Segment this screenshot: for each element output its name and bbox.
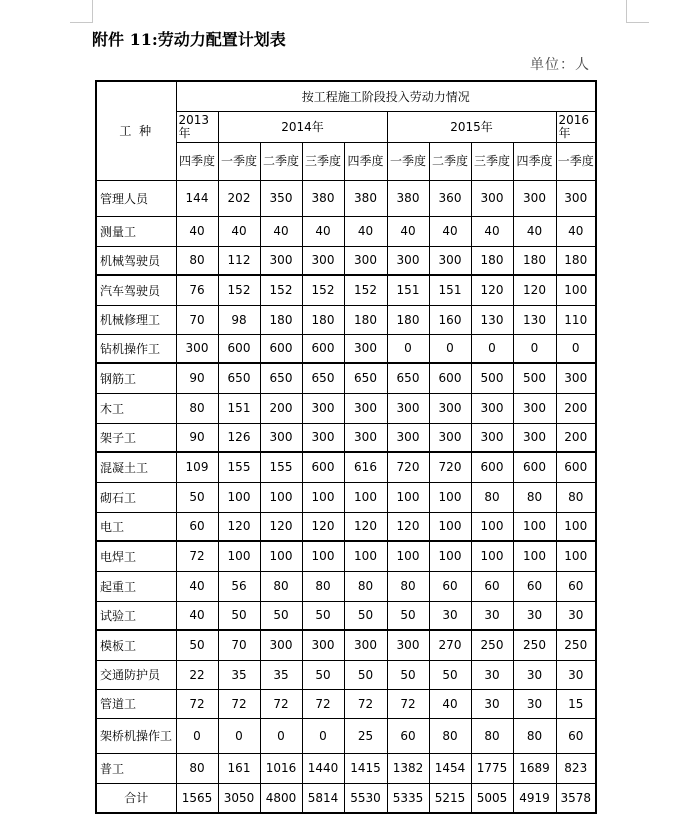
value-cell: 40	[344, 216, 387, 246]
trade-name-cell: 交通防护员	[96, 660, 176, 689]
value-cell: 0	[260, 718, 302, 753]
value-cell: 30	[471, 689, 513, 718]
value-cell: 120	[471, 275, 513, 305]
value-cell: 72	[302, 689, 344, 718]
value-cell: 100	[260, 541, 302, 571]
value-cell: 0	[513, 334, 556, 363]
value-cell: 300	[387, 393, 429, 423]
value-cell: 152	[302, 275, 344, 305]
labor-allocation-table	[95, 80, 597, 814]
value-cell: 30	[556, 601, 596, 630]
table-row	[96, 571, 596, 601]
total-label-cell: 合计	[96, 783, 176, 813]
value-cell: 720	[387, 452, 429, 482]
value-cell: 80	[176, 393, 218, 423]
value-cell: 180	[260, 305, 302, 334]
value-cell: 250	[513, 630, 556, 660]
value-cell: 1382	[387, 753, 429, 783]
value-cell: 300	[302, 246, 344, 275]
value-cell: 50	[176, 482, 218, 512]
trade-name-cell: 起重工	[96, 571, 176, 601]
table-row	[96, 452, 596, 482]
value-cell: 300	[260, 630, 302, 660]
value-cell: 600	[471, 452, 513, 482]
value-cell: 60	[429, 571, 471, 601]
value-cell: 202	[218, 180, 260, 216]
value-cell: 120	[260, 512, 302, 541]
value-cell: 300	[471, 180, 513, 216]
value-cell: 600	[513, 452, 556, 482]
value-cell: 650	[344, 363, 387, 393]
value-cell: 80	[387, 571, 429, 601]
quarter-header-cell: 四季度	[176, 142, 218, 180]
type-header-cell: 工 种	[96, 81, 176, 180]
value-cell: 100	[218, 541, 260, 571]
value-cell: 35	[260, 660, 302, 689]
value-cell: 720	[429, 452, 471, 482]
trade-name-cell: 混凝土工	[96, 452, 176, 482]
group-header-cell: 按工程施工阶段投入劳动力情况	[176, 81, 596, 111]
value-cell: 0	[302, 718, 344, 753]
value-cell: 1415	[344, 753, 387, 783]
value-cell: 50	[387, 660, 429, 689]
value-cell: 50	[387, 601, 429, 630]
crop-mark-top-left	[70, 0, 93, 23]
value-cell: 300	[513, 423, 556, 452]
value-cell: 300	[302, 393, 344, 423]
quarter-header-cell: 二季度	[260, 142, 302, 180]
value-cell: 100	[302, 482, 344, 512]
trade-name-cell: 钻机操作工	[96, 334, 176, 363]
value-cell: 600	[302, 452, 344, 482]
value-cell: 40	[513, 216, 556, 246]
value-cell: 180	[302, 305, 344, 334]
value-cell: 300	[302, 423, 344, 452]
value-cell: 100	[344, 541, 387, 571]
trade-name-cell: 管道工	[96, 689, 176, 718]
value-cell: 600	[429, 363, 471, 393]
table-row	[96, 423, 596, 452]
value-cell: 100	[513, 512, 556, 541]
table-row	[96, 334, 596, 363]
value-cell: 100	[429, 482, 471, 512]
value-cell: 100	[429, 541, 471, 571]
value-cell: 350	[260, 180, 302, 216]
value-cell: 80	[176, 246, 218, 275]
value-cell: 300	[176, 334, 218, 363]
value-cell: 50	[302, 601, 344, 630]
trade-name-cell: 机械驾驶员	[96, 246, 176, 275]
value-cell: 155	[260, 452, 302, 482]
value-cell: 72	[344, 689, 387, 718]
value-cell: 300	[302, 630, 344, 660]
value-cell: 35	[218, 660, 260, 689]
value-cell: 40	[471, 216, 513, 246]
value-cell: 22	[176, 660, 218, 689]
value-cell: 60	[513, 571, 556, 601]
value-cell: 60	[556, 718, 596, 753]
value-cell: 30	[513, 660, 556, 689]
value-cell: 200	[260, 393, 302, 423]
value-cell: 300	[429, 423, 471, 452]
value-cell: 600	[302, 334, 344, 363]
table-row	[96, 689, 596, 718]
total-row	[96, 783, 596, 813]
value-cell: 300	[429, 246, 471, 275]
table-row	[96, 305, 596, 334]
value-cell: 80	[513, 482, 556, 512]
value-cell: 160	[429, 305, 471, 334]
total-value-cell: 5335	[387, 783, 429, 813]
value-cell: 300	[344, 630, 387, 660]
year-header-cell: 2015年	[387, 111, 556, 142]
value-cell: 0	[556, 334, 596, 363]
value-cell: 50	[344, 601, 387, 630]
quarter-header-cell: 一季度	[387, 142, 429, 180]
value-cell: 100	[471, 512, 513, 541]
crop-mark-top-right	[626, 0, 649, 23]
value-cell: 120	[218, 512, 260, 541]
value-cell: 100	[471, 541, 513, 571]
value-cell: 180	[344, 305, 387, 334]
total-value-cell: 5530	[344, 783, 387, 813]
table-row	[96, 753, 596, 783]
value-cell: 40	[387, 216, 429, 246]
value-cell: 112	[218, 246, 260, 275]
value-cell: 300	[556, 180, 596, 216]
table-row	[96, 246, 596, 275]
value-cell: 100	[556, 275, 596, 305]
value-cell: 151	[429, 275, 471, 305]
value-cell: 100	[302, 541, 344, 571]
value-cell: 70	[176, 305, 218, 334]
value-cell: 100	[429, 512, 471, 541]
value-cell: 60	[176, 512, 218, 541]
value-cell: 300	[513, 393, 556, 423]
value-cell: 100	[556, 541, 596, 571]
value-cell: 144	[176, 180, 218, 216]
value-cell: 72	[260, 689, 302, 718]
value-cell: 80	[471, 718, 513, 753]
table-row	[96, 363, 596, 393]
table-row	[96, 541, 596, 571]
trade-name-cell: 钢筋工	[96, 363, 176, 393]
value-cell: 50	[429, 660, 471, 689]
total-value-cell: 3050	[218, 783, 260, 813]
quarter-header-cell: 三季度	[471, 142, 513, 180]
table-row	[96, 601, 596, 630]
value-cell: 151	[218, 393, 260, 423]
table-row	[96, 660, 596, 689]
value-cell: 30	[556, 660, 596, 689]
total-value-cell: 5215	[429, 783, 471, 813]
value-cell: 650	[218, 363, 260, 393]
value-cell: 380	[387, 180, 429, 216]
unit-label: 单位：人	[530, 57, 590, 73]
value-cell: 1440	[302, 753, 344, 783]
value-cell: 152	[260, 275, 302, 305]
document-title: 附件 11:劳动力配置计划表	[92, 30, 286, 49]
value-cell: 300	[344, 423, 387, 452]
value-cell: 380	[344, 180, 387, 216]
value-cell: 600	[260, 334, 302, 363]
value-cell: 180	[387, 305, 429, 334]
value-cell: 80	[176, 753, 218, 783]
trade-name-cell: 电焊工	[96, 541, 176, 571]
value-cell: 300	[387, 630, 429, 660]
value-cell: 40	[302, 216, 344, 246]
value-cell: 90	[176, 363, 218, 393]
value-cell: 40	[260, 216, 302, 246]
value-cell: 1689	[513, 753, 556, 783]
value-cell: 161	[218, 753, 260, 783]
value-cell: 1775	[471, 753, 513, 783]
trade-name-cell: 测量工	[96, 216, 176, 246]
value-cell: 180	[513, 246, 556, 275]
value-cell: 823	[556, 753, 596, 783]
trade-name-cell: 电工	[96, 512, 176, 541]
value-cell: 50	[218, 601, 260, 630]
value-cell: 72	[176, 689, 218, 718]
quarter-header-cell: 一季度	[218, 142, 260, 180]
value-cell: 300	[556, 363, 596, 393]
value-cell: 70	[218, 630, 260, 660]
value-cell: 300	[260, 246, 302, 275]
quarter-header-cell: 四季度	[344, 142, 387, 180]
value-cell: 80	[556, 482, 596, 512]
value-cell: 300	[260, 423, 302, 452]
value-cell: 30	[471, 660, 513, 689]
value-cell: 130	[513, 305, 556, 334]
value-cell: 650	[387, 363, 429, 393]
value-cell: 616	[344, 452, 387, 482]
value-cell: 120	[513, 275, 556, 305]
table-row	[96, 393, 596, 423]
quarter-header-cell: 二季度	[429, 142, 471, 180]
value-cell: 80	[302, 571, 344, 601]
value-cell: 200	[556, 393, 596, 423]
value-cell: 250	[556, 630, 596, 660]
value-cell: 0	[471, 334, 513, 363]
table-row	[96, 482, 596, 512]
value-cell: 300	[344, 246, 387, 275]
value-cell: 60	[556, 571, 596, 601]
value-cell: 40	[176, 216, 218, 246]
table-row	[96, 216, 596, 246]
value-cell: 60	[471, 571, 513, 601]
value-cell: 100	[387, 482, 429, 512]
value-cell: 80	[344, 571, 387, 601]
value-cell: 180	[556, 246, 596, 275]
value-cell: 56	[218, 571, 260, 601]
value-cell: 300	[471, 423, 513, 452]
value-cell: 72	[387, 689, 429, 718]
value-cell: 0	[176, 718, 218, 753]
quarter-header-cell: 三季度	[302, 142, 344, 180]
year-header-cell: 2014年	[218, 111, 387, 142]
table-row	[96, 180, 596, 216]
value-cell: 100	[556, 512, 596, 541]
value-cell: 1016	[260, 753, 302, 783]
value-cell: 126	[218, 423, 260, 452]
value-cell: 80	[429, 718, 471, 753]
value-cell: 500	[471, 363, 513, 393]
total-value-cell: 4919	[513, 783, 556, 813]
table-row	[96, 630, 596, 660]
value-cell: 155	[218, 452, 260, 482]
total-value-cell: 5814	[302, 783, 344, 813]
value-cell: 600	[218, 334, 260, 363]
value-cell: 40	[218, 216, 260, 246]
value-cell: 180	[471, 246, 513, 275]
value-cell: 90	[176, 423, 218, 452]
trade-name-cell: 模板工	[96, 630, 176, 660]
value-cell: 80	[471, 482, 513, 512]
value-cell: 0	[429, 334, 471, 363]
value-cell: 100	[344, 482, 387, 512]
trade-name-cell: 架桥机操作工	[96, 718, 176, 753]
value-cell: 60	[387, 718, 429, 753]
quarter-header-cell: 四季度	[513, 142, 556, 180]
trade-name-cell: 汽车驾驶员	[96, 275, 176, 305]
trade-name-cell: 木工	[96, 393, 176, 423]
trade-name-cell: 试验工	[96, 601, 176, 630]
value-cell: 0	[387, 334, 429, 363]
value-cell: 76	[176, 275, 218, 305]
value-cell: 40	[429, 689, 471, 718]
value-cell: 98	[218, 305, 260, 334]
total-value-cell: 5005	[471, 783, 513, 813]
value-cell: 30	[513, 689, 556, 718]
value-cell: 40	[556, 216, 596, 246]
value-cell: 380	[302, 180, 344, 216]
value-cell: 110	[556, 305, 596, 334]
value-cell: 25	[344, 718, 387, 753]
value-cell: 50	[344, 660, 387, 689]
value-cell: 109	[176, 452, 218, 482]
value-cell: 120	[387, 512, 429, 541]
value-cell: 200	[556, 423, 596, 452]
value-cell: 100	[387, 541, 429, 571]
value-cell: 30	[513, 601, 556, 630]
value-cell: 100	[260, 482, 302, 512]
value-cell: 80	[513, 718, 556, 753]
value-cell: 50	[260, 601, 302, 630]
value-cell: 30	[429, 601, 471, 630]
value-cell: 500	[513, 363, 556, 393]
value-cell: 72	[218, 689, 260, 718]
value-cell: 650	[260, 363, 302, 393]
value-cell: 1454	[429, 753, 471, 783]
trade-name-cell: 管理人员	[96, 180, 176, 216]
table-row	[96, 512, 596, 541]
value-cell: 250	[471, 630, 513, 660]
value-cell: 300	[387, 246, 429, 275]
value-cell: 120	[344, 512, 387, 541]
year-header-cell: 2013年	[176, 111, 218, 142]
value-cell: 15	[556, 689, 596, 718]
value-cell: 100	[513, 541, 556, 571]
value-cell: 300	[513, 180, 556, 216]
value-cell: 650	[302, 363, 344, 393]
value-cell: 50	[176, 630, 218, 660]
value-cell: 300	[471, 393, 513, 423]
value-cell: 152	[218, 275, 260, 305]
value-cell: 30	[471, 601, 513, 630]
total-value-cell: 4800	[260, 783, 302, 813]
value-cell: 40	[176, 601, 218, 630]
value-cell: 80	[260, 571, 302, 601]
value-cell: 130	[471, 305, 513, 334]
value-cell: 0	[218, 718, 260, 753]
value-cell: 50	[302, 660, 344, 689]
total-value-cell: 3578	[556, 783, 596, 813]
value-cell: 300	[429, 393, 471, 423]
value-cell: 151	[387, 275, 429, 305]
table-row	[96, 718, 596, 753]
value-cell: 100	[218, 482, 260, 512]
value-cell: 152	[344, 275, 387, 305]
table-row	[96, 275, 596, 305]
quarter-header-cell: 一季度	[556, 142, 596, 180]
total-value-cell: 1565	[176, 783, 218, 813]
trade-name-cell: 机械修理工	[96, 305, 176, 334]
value-cell: 270	[429, 630, 471, 660]
trade-name-cell: 砌石工	[96, 482, 176, 512]
value-cell: 360	[429, 180, 471, 216]
trade-name-cell: 普工	[96, 753, 176, 783]
year-header-cell: 2016年	[556, 111, 596, 142]
value-cell: 72	[176, 541, 218, 571]
value-cell: 300	[344, 393, 387, 423]
value-cell: 600	[556, 452, 596, 482]
value-cell: 300	[387, 423, 429, 452]
value-cell: 40	[176, 571, 218, 601]
value-cell: 300	[344, 334, 387, 363]
value-cell: 120	[302, 512, 344, 541]
value-cell: 40	[429, 216, 471, 246]
trade-name-cell: 架子工	[96, 423, 176, 452]
